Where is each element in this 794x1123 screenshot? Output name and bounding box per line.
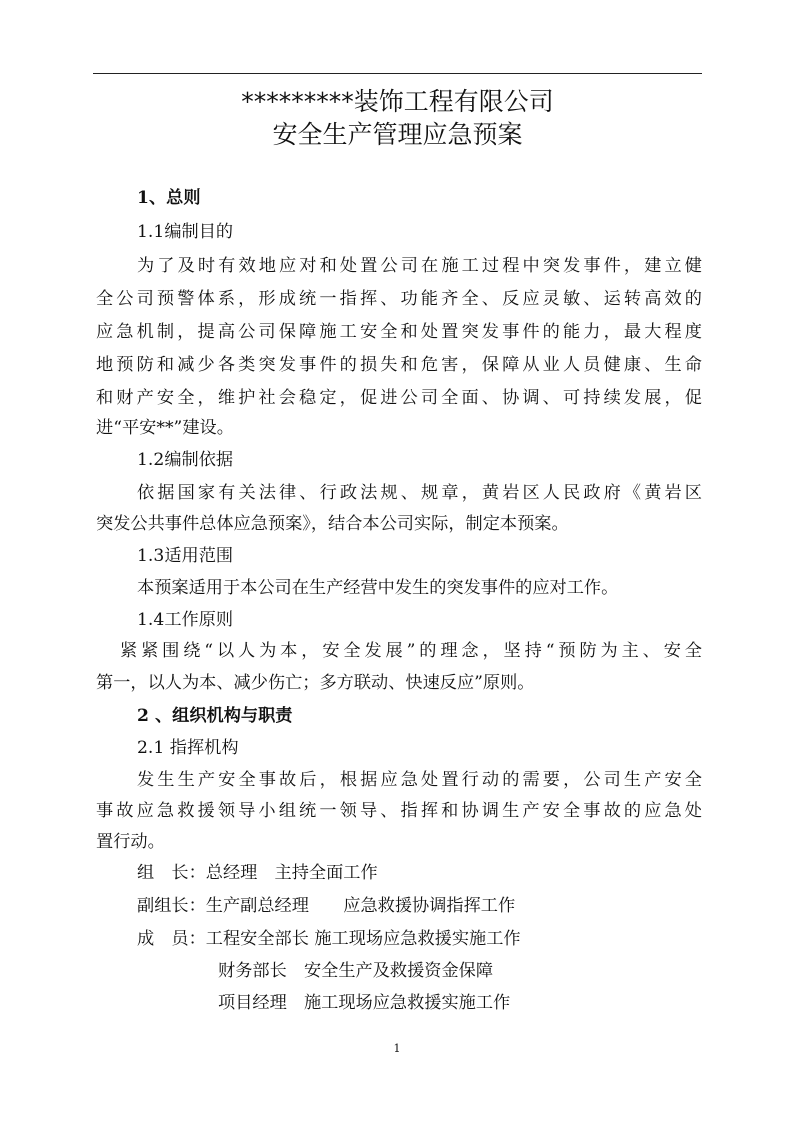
roster-line-deputy: 副组长：生产副总经理 应急救援协调指挥工作 [137, 896, 516, 916]
roster-line-members: 成 员：工程安全部长 施工现场应急救援实施工作 [137, 929, 521, 949]
paragraph-line: 本预案适用于本公司在生产经营中发生的突发事件的应对工作。 [137, 578, 619, 598]
subheading-1-3: 1.3适用范围 [137, 546, 234, 566]
paragraph-line: 应急机制，提高公司保障施工安全和处置突发事件的能力，最大程度 [96, 322, 702, 342]
paragraph-line: 依据国家有关法律、行政法规、规章，黄岩区人民政府《黄岩区 [137, 483, 702, 503]
document-title-line1: *********装饰工程有限公司 [241, 87, 554, 116]
paragraph-line: 全公司预警体系，形成统一指挥、功能齐全、反应灵敏、运转高效的 [96, 289, 702, 309]
paragraph-line: 为了及时有效地应对和处置公司在施工过程中突发事件，建立健 [137, 256, 702, 276]
page-number: 1 [393, 1042, 401, 1055]
paragraph-line: 置行动。 [96, 832, 165, 852]
header-rule [93, 73, 702, 74]
paragraph-line: 第一，以人为本、减少伤亡；多方联动、快速反应”原则。 [96, 673, 535, 693]
paragraph-line: 发生生产安全事故后，根据应急处置行动的需要，公司生产安全 [137, 770, 702, 790]
subheading-2-1: 2.1 指挥机构 [137, 738, 239, 758]
subheading-1-2: 1.2编制依据 [137, 450, 234, 470]
section-heading-2: 2 、组织机构与职责 [137, 706, 293, 726]
roster-line-leader: 组 长：总经理 主持全面工作 [137, 863, 378, 883]
paragraph-line: 紧紧围绕“以人为本，安全发展”的理念，坚持“预防为主、安全 [120, 641, 702, 661]
paragraph-line: 突发公共事件总体应急预案》，结合本公司实际，制定本预案。 [96, 514, 569, 534]
paragraph-line: 事故应急救援领导小组统一领导、指挥和协调生产安全事故的应急处 [96, 801, 702, 821]
paragraph-line: 进“平安**”建设。 [96, 418, 234, 438]
paragraph-line: 和财产安全，维护社会稳定，促进公司全面、协调、可持续发展，促 [96, 388, 702, 408]
subheading-1-1: 1.1编制目的 [137, 222, 234, 242]
roster-line-project: 项目经理 施工现场应急救援实施工作 [218, 993, 511, 1013]
subheading-1-4: 1.4工作原则 [137, 610, 234, 630]
document-title-line2: 安全生产管理应急预案 [272, 120, 523, 149]
roster-line-finance: 财务部长 安全生产及救援资金保障 [218, 961, 494, 981]
paragraph-line: 地预防和减少各类突发事件的损失和危害，保障从业人员健康、生命 [96, 355, 702, 375]
section-heading-1: 1、总则 [137, 188, 201, 208]
